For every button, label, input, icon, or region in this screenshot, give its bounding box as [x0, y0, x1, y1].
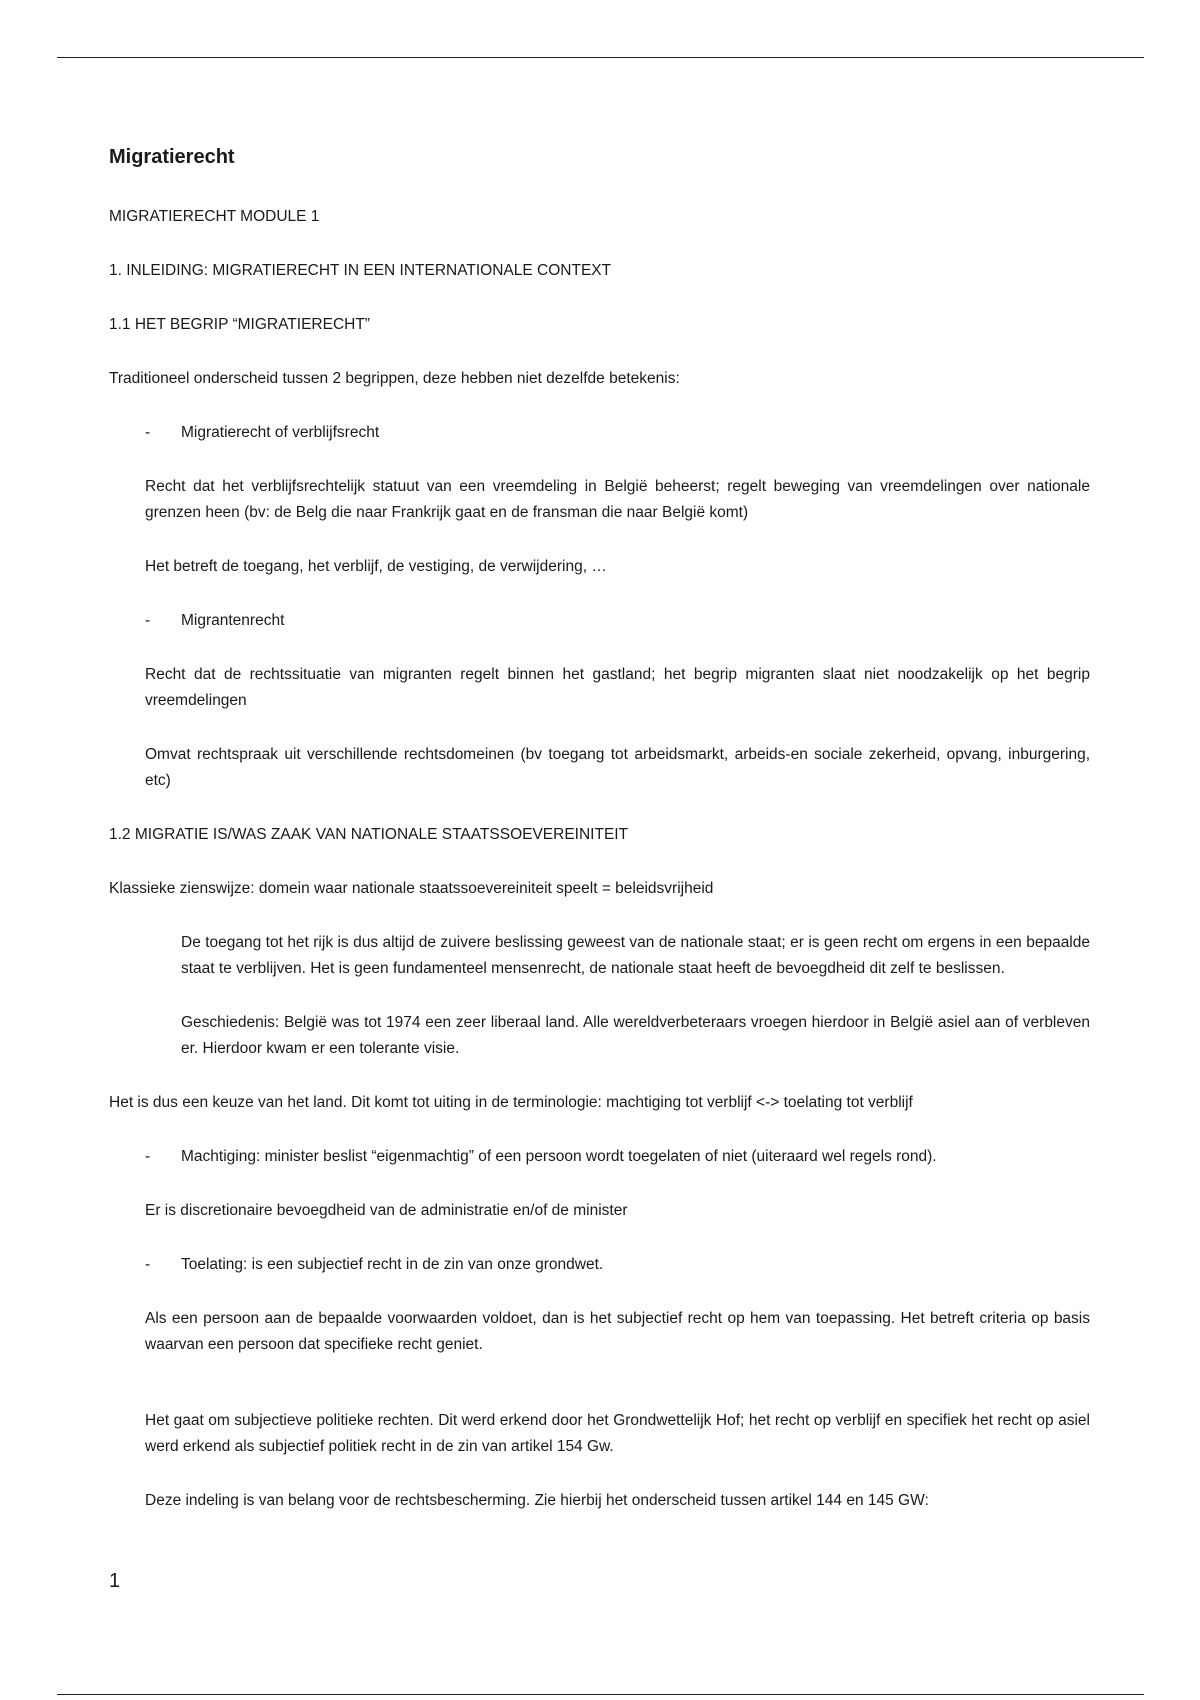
paragraph: Geschiedenis: België was tot 1974 een zeer liberaal land. Alle wereldverbeteraars vroegen hierdoor in België asiel aan of verbleven er. Hierdoor kwam er een tolerante visie. — [181, 1014, 1090, 1057]
intro-paragraph: Traditioneel onderscheid tussen 2 begrippen, deze hebben niet dezelfde betekenis: — [109, 370, 680, 387]
section-heading-1-1: 1.1 HET BEGRIP “MIGRATIERECHT” — [109, 316, 370, 333]
paragraph: Recht dat de rechtssituatie van migranten regelt binnen het gastland; het begrip migranten slaat niet noodzakelijk op het begrip vreemdelingen — [145, 666, 1090, 709]
page-number: 1 — [109, 1570, 121, 1592]
document-body — [109, 144, 1090, 1542]
bullet-text: Migratierecht of verblijfsrecht — [181, 424, 380, 441]
paragraph: De toegang tot het rijk is dus altijd de zuivere beslissing geweest van de nationale staat; er is geen recht om ergens in een bepaalde staat te verblijven. Het is geen fundamenteel mensenrecht, de nationale staat heeft de bevoegdheid dit zelf te beslissen. — [181, 934, 1090, 977]
paragraph: Recht dat het verblijfsrechtelijk statuut van een vreemdeling in België beheerst; regelt beweging van vreemdelingen over nationale grenzen heen (bv: de Belg die naar Frankrijk gaat en de fransman die naar België komt) — [145, 478, 1090, 521]
footer-rule — [57, 1694, 1144, 1695]
paragraph: Het betreft de toegang, het verblijf, de vestiging, de verwijdering, … — [145, 558, 607, 575]
module-heading: MIGRATIERECHT MODULE 1 — [109, 208, 320, 225]
section-heading-1-2: 1.2 MIGRATIE IS/WAS ZAAK VAN NATIONALE STAATSSOEVEREINITEIT — [109, 826, 629, 843]
bullet-dash: - — [145, 424, 151, 441]
paragraph: Als een persoon aan de bepaalde voorwaarden voldoet, dan is het subjectief recht op hem van toepassing. Het betreft criteria op basis waarvan een persoon dat specifieke recht geniet. — [145, 1310, 1090, 1353]
bullet-dash: - — [145, 1256, 151, 1273]
paragraph: Omvat rechtspraak uit verschillende rechtsdomeinen (bv toegang tot arbeidsmarkt, arbeids-en sociale zekerheid, opvang, inburgering, etc) — [145, 746, 1090, 789]
bullet-item — [109, 420, 1090, 446]
bullet-dash: - — [145, 1148, 151, 1165]
header-rule — [57, 57, 1144, 58]
bullet-dash: - — [145, 612, 151, 629]
bullet-item — [109, 1144, 1090, 1170]
paragraph: Het is dus een keuze van het land. Dit komt tot uiting in de terminologie: machtiging tot verblijf <-> toelating tot verblijf — [109, 1094, 913, 1111]
paragraph: Klassieke zienswijze: domein waar nationale staatssoevereiniteit speelt = beleidsvrijheid — [109, 880, 714, 897]
document-title: Migratierecht — [109, 146, 235, 168]
section-heading-1: 1. INLEIDING: MIGRATIERECHT IN EEN INTERNATIONALE CONTEXT — [109, 262, 612, 279]
paragraph: Het gaat om subjectieve politieke rechten. Dit werd erkend door het Grondwettelijk Hof; het recht op verblijf en specifiek het recht op asiel werd erkend als subjectief politiek recht in de zin van artikel 154 Gw. — [145, 1412, 1090, 1455]
bullet-text: Machtiging: minister beslist “eigenmachtig” of een persoon wordt toegelaten of niet (uiteraard wel regels rond). — [181, 1148, 937, 1165]
paragraph: Deze indeling is van belang voor de rechtsbescherming. Zie hierbij het onderscheid tussen artikel 144 en 145 GW: — [145, 1492, 929, 1509]
paragraph: Er is discretionaire bevoegdheid van de administratie en/of de minister — [145, 1202, 628, 1219]
bullet-item — [109, 608, 1090, 634]
spacer — [109, 1386, 1090, 1408]
bullet-text: Toelating: is een subjectief recht in de zin van onze grondwet. — [181, 1256, 604, 1273]
bullet-text: Migrantenrecht — [181, 612, 285, 629]
bullet-item — [109, 1252, 1090, 1278]
